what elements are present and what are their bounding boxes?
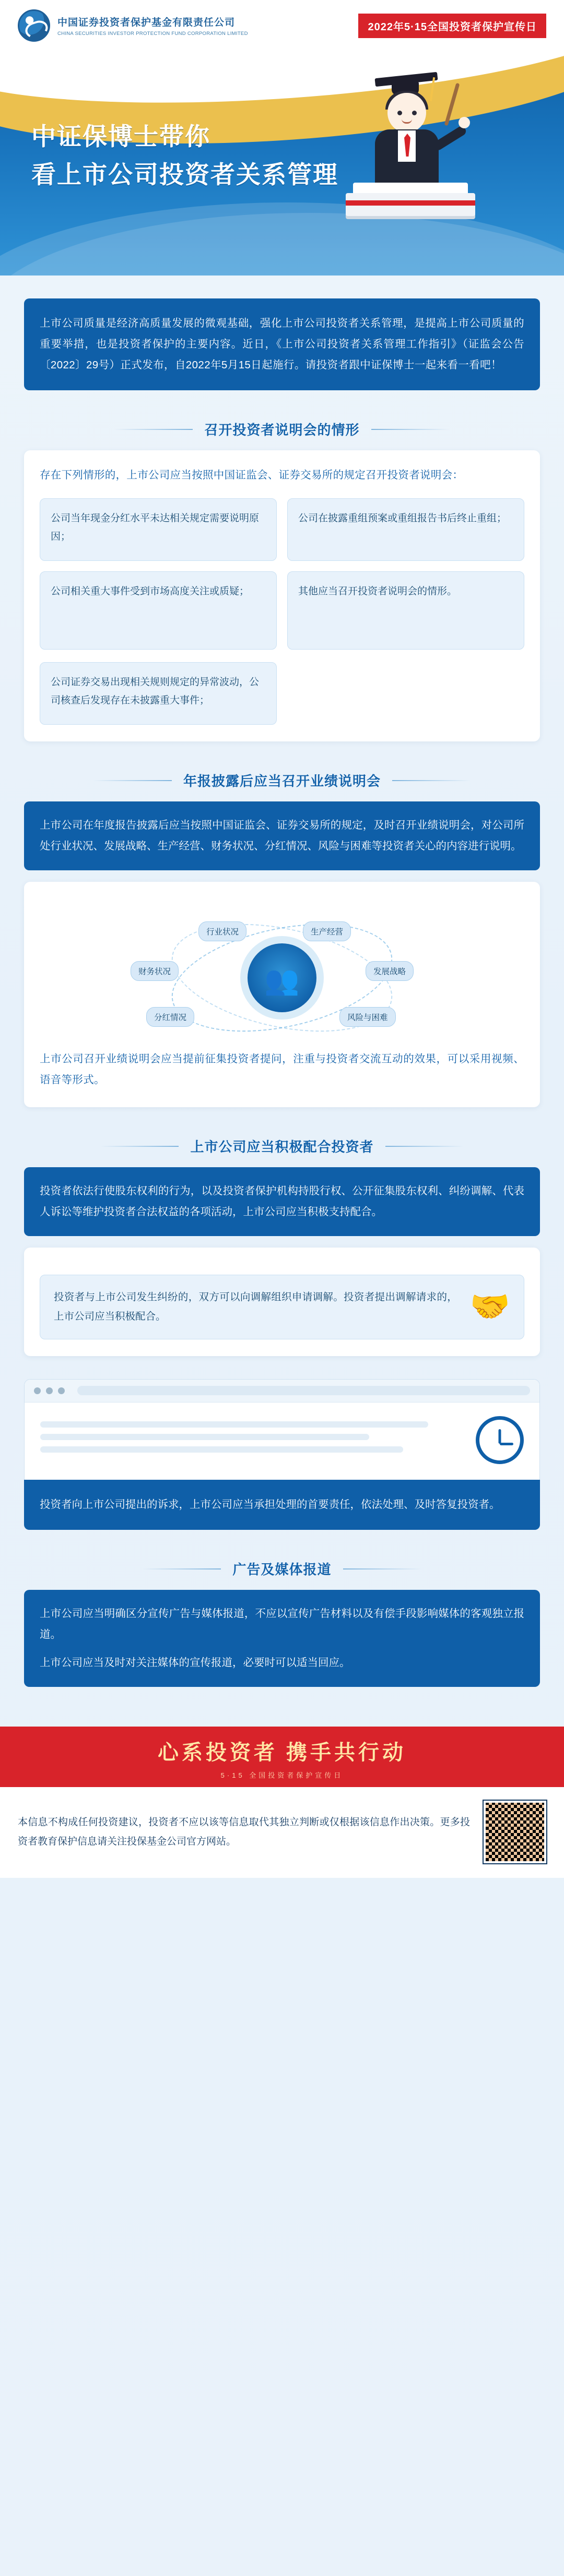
section-2-title-wrap	[13, 771, 551, 790]
placeholder-line	[40, 1434, 369, 1440]
ir-topics-diagram	[40, 910, 524, 1046]
diagram-node: 行业状况	[198, 921, 246, 941]
footer-banner-sub: 5·15 全国投资者保护宣传日	[220, 1771, 344, 1779]
page-header	[0, 0, 564, 51]
placeholder-line	[40, 1446, 403, 1453]
section-2-highlight: 上市公司召开业绩说明会应当提前征集投资者提问，注重与投资者交流互动的效果，可以采用视频、语音等形式。	[40, 1052, 524, 1086]
placeholder-lines	[40, 1421, 462, 1459]
campaign-badge: 2022年5·15全国投资者保护宣传日	[358, 14, 546, 38]
shield-wave-logo-icon	[18, 9, 50, 42]
section-2-body: 上市公司在年度报告披露后应当按照中国证监会、证券交易所的规定，及时召开业绩说明会，对公司所处行业状况、发展战略、生产经营、财务状况、分红情况、风险与困难等投资者关心的内容进行说明。	[24, 801, 540, 870]
window-dot-icon	[34, 1387, 41, 1394]
section-3-mediation-card	[24, 1248, 540, 1356]
browser-titlebar	[25, 1380, 539, 1403]
window-dot-icon	[46, 1387, 53, 1394]
footer-disclaimer: 本信息不构成任何投资建议，投资者不应以该等信息取代其独立判断或仅根据该信息作出决策。更多投资者教育保护信息请关注投保基金公司官方网站。	[18, 1816, 470, 1847]
people-group-icon: 👥	[264, 965, 300, 996]
graduate-mascot-icon	[329, 72, 486, 244]
section-1-lead: 存在下列情形的，上市公司应当按照中国证监会、证券交易所的规定召开投资者说明会：	[40, 469, 464, 481]
section-4-body: 投资者向上市公司提出的诉求，上市公司应当承担处理的首要责任，依法处理、及时答复投资者。	[24, 1480, 540, 1530]
window-dot-icon	[58, 1387, 65, 1394]
section-2-title: 年报披露后应当召开业绩说明会	[172, 771, 392, 790]
org-name-cn: 中国证券投资者保护基金有限责任公司	[57, 17, 236, 28]
page-footer	[0, 1727, 564, 1878]
mediation-text: 投资者与上市公司发生纠纷的，双方可以向调解组织申请调解。投资者提出调解请求的，上市公司应当积极配合。	[54, 1291, 457, 1322]
browser-window	[24, 1379, 540, 1480]
situation-card: 公司在披露重组预案或重组报告书后终止重组；	[287, 498, 524, 561]
section-1-card	[24, 450, 540, 741]
diagram-node: 发展战略	[366, 961, 414, 981]
hero-banner	[0, 51, 564, 275]
footer-body	[0, 1787, 564, 1863]
situation-card: 公司当年现金分红水平未达相关规定需要说明原因；	[40, 498, 277, 561]
browser-address-bar[interactable]	[77, 1386, 530, 1395]
section-3-title-wrap	[13, 1136, 551, 1156]
section-2-diagram-card	[24, 882, 540, 1107]
hero-title-line1: 中证保博士带你	[31, 123, 210, 150]
intro-card: 上市公司质量是经济高质量发展的微观基础，强化上市公司投资者关系管理，是提高上市公司质量的重要举措，也是投资者保护的主要内容。近日，《上市公司投资者关系管理工作指引》（证监会公告〔2022〕29号）正式发布，自2022年5月15日起施行。请投资者跟中证保博士一起来看一看吧！	[24, 298, 540, 390]
qr-code-icon[interactable]	[484, 1801, 546, 1863]
hero-title-wrap	[31, 118, 338, 194]
footer-banner	[0, 1727, 564, 1787]
diagram-node: 生产经营	[303, 921, 351, 941]
diagram-node: 风险与困难	[339, 1007, 396, 1027]
footer-banner-main: 心系投资者 携手共行动	[158, 1740, 406, 1764]
section-5-card	[24, 1590, 540, 1687]
hero-title-line2: 看上市公司投资者关系管理	[31, 160, 338, 188]
diagram-node: 分红情况	[146, 1007, 194, 1027]
situation-card: 其他应当召开投资者说明会的情形。	[287, 571, 524, 650]
org-name-en: CHINA SECURITIES INVESTOR PROTECTION FUND CORPORATION LIMITED	[57, 31, 248, 37]
browser-content	[25, 1403, 539, 1480]
brand	[18, 9, 248, 42]
handshake-icon: 🤝	[469, 1288, 510, 1325]
situation-card: 公司相关重大事件受到市场高度关注或质疑；	[40, 571, 277, 650]
situation-card: 公司证券交易出现相关规则规定的异常波动，公司核查后发现存在未披露重大事件；	[40, 662, 277, 725]
section-5-title: 广告及媒体报道	[221, 1559, 343, 1578]
mediation-card	[40, 1275, 524, 1339]
section-3-body: 投资者依法行使股东权利的行为，以及投资者保护机构持股行权、公开征集股东权利、纠纷调解、代表人诉讼等维护投资者合法权益的各项活动，上市公司应当积极支持配合。	[24, 1167, 540, 1236]
situation-card-grid	[40, 498, 524, 650]
placeholder-line	[40, 1421, 428, 1428]
section-5-title-wrap	[13, 1559, 551, 1578]
section-5-body-1: 上市公司应当明确区分宣传广告与媒体报道，不应以宣传广告材料以及有偿手段影响媒体的客观独立报道。	[40, 1607, 524, 1640]
section-5-body-2: 上市公司应当及时对关注媒体的宣传报道，必要时可以适当回应。	[40, 1656, 350, 1669]
section-1-title-wrap	[13, 420, 551, 439]
diagram-node: 财务状况	[131, 961, 179, 981]
section-3-title: 上市公司应当积极配合投资者	[179, 1136, 385, 1156]
content-area	[13, 298, 551, 1699]
section-1-title: 召开投资者说明会的情形	[193, 420, 371, 439]
clock-icon	[476, 1416, 524, 1464]
situation-card-grid-extra	[40, 662, 524, 725]
